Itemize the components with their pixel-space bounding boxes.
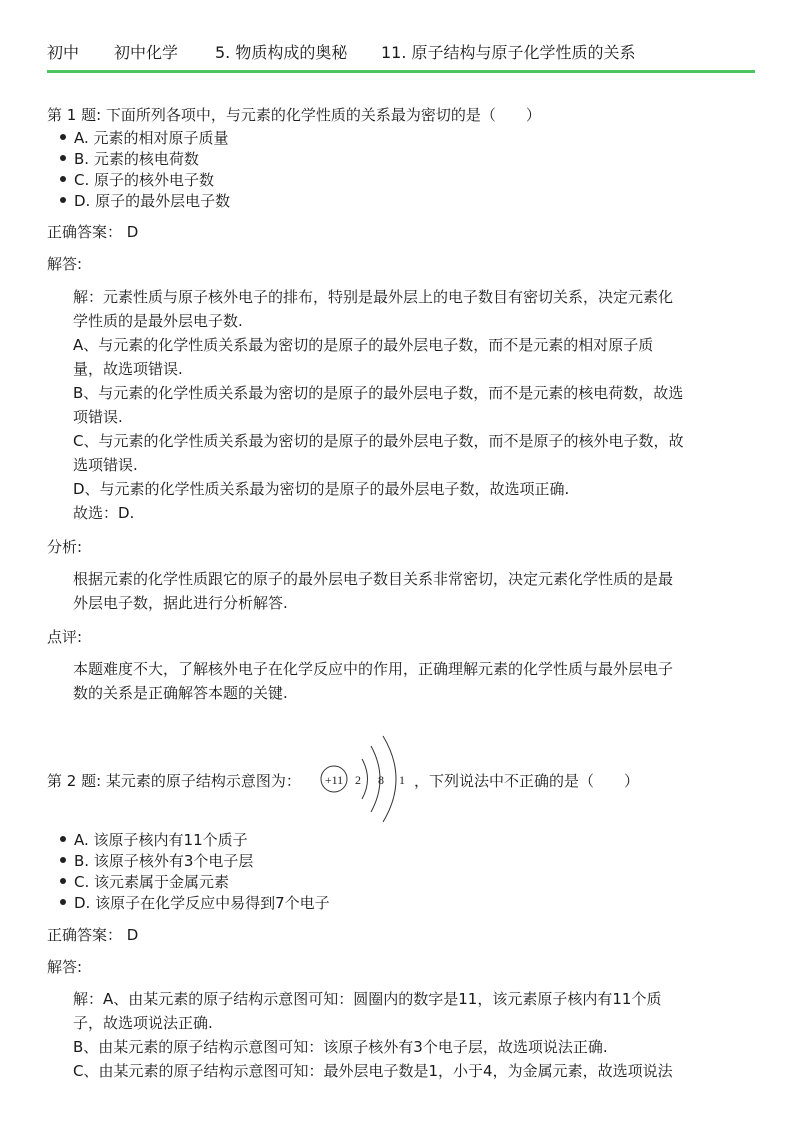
- q1-option-b: B. 元素的核电荷数: [74, 150, 199, 168]
- breadcrumb-level[interactable]: 初中: [47, 43, 80, 62]
- nucleus-charge: +11: [324, 773, 344, 787]
- q2-option-a: A. 该原子核内有11个质子: [74, 831, 248, 849]
- q1-comment-line: 本题难度不大，了解核外电子在化学反应中的作用，正确理解元素的化学性质与最外层电子: [73, 660, 674, 678]
- q1-option-c: C. 原子的核外电子数: [74, 171, 215, 189]
- q1-solution-line: B、与元素的化学性质关系最为密切的是原子的最外层电子数，而不是元素的核电荷数，故选: [73, 384, 684, 402]
- q1-solution-label: 解答:: [47, 255, 83, 273]
- q2-option-d: D. 该原子在化学反应中易得到7个电子: [74, 894, 330, 912]
- q1-analysis-line: 根据元素的化学性质跟它的原子的最外层电子数目关系非常密切，决定元素化学性质的是最: [73, 570, 674, 588]
- q2-solution-line: B、由某元素的原子结构示意图可知：该原子核外有3个电子层，故选项说法正确.: [73, 1038, 608, 1056]
- q1-solution-line: D、与元素的化学性质关系最为密切的是原子的最外层电子数，故选项正确.: [73, 480, 570, 498]
- q1-option-a: A. 元素的相对原子质量: [74, 129, 229, 147]
- breadcrumb-subject[interactable]: 初中化学: [114, 43, 179, 62]
- q2-solution-line: C、由某元素的原子结构示意图可知：最外层电子数是1，小于4，为金属元素，故选项说法: [73, 1062, 673, 1080]
- q2-answer-value: D: [126, 926, 139, 944]
- q1-answer-label: 正确答案：: [47, 223, 123, 241]
- q1-solution-line: 项错误.: [73, 408, 123, 426]
- q1-solution-line: 解：元素性质与原子核外电子的排布，特别是最外层上的电子数目有密切关系，决定元素化: [73, 288, 674, 306]
- breadcrumb: [47, 38, 755, 73]
- atom-structure-diagram: [318, 734, 418, 828]
- q2-solution-line: 解：A、由某元素的原子结构示意图可知：圆圈内的数字是11，该元素原子核内有11个质: [73, 990, 662, 1008]
- breadcrumb-chapter[interactable]: 5. 物质构成的奥秘: [215, 43, 348, 62]
- shell-arc-1: [362, 759, 368, 799]
- breadcrumb-section[interactable]: 11. 原子结构与原子化学性质的关系: [381, 43, 636, 62]
- q2-answer-label: 正确答案：: [47, 926, 123, 944]
- q2-option-b: B. 该原子核外有3个电子层: [74, 852, 254, 870]
- q1-analysis-line: 外层电子数，据此进行分析解答.: [73, 594, 288, 612]
- q2-stem-suffix: ，下列说法中不正确的是（ ）: [414, 772, 640, 790]
- q1-comment-line: 数的关系是正确解答本题的关键.: [73, 684, 288, 702]
- q1-answer-value: D: [126, 223, 139, 241]
- q2-solution-label: 解答:: [47, 958, 83, 976]
- q2-option-c: C. 该元素属于金属元素: [74, 873, 230, 891]
- q1-analysis-label: 分析:: [47, 538, 83, 556]
- q1-stem: 第 1 题: 下面所列各项中，与元素的化学性质的关系最为密切的是（ ）: [47, 106, 541, 124]
- shell-1-electrons: 2: [355, 773, 361, 787]
- q2-answer-row: [47, 924, 138, 945]
- q1-solution-line: A、与元素的化学性质关系最为密切的是原子的最外层电子数，而不是元素的相对原子质: [73, 336, 654, 354]
- shell-arc-3: [383, 736, 396, 822]
- shell-3-electrons: 1: [399, 773, 405, 787]
- q1-solution-line: 量，故选项错误.: [73, 360, 183, 378]
- q2-stem-prefix: 第 2 题: 某元素的原子结构示意图为：: [47, 772, 301, 790]
- q1-comment-label: 点评:: [47, 628, 83, 646]
- q1-solution-line: 学性质的是最外层电子数.: [73, 312, 243, 330]
- q1-answer-row: [47, 221, 138, 242]
- q2-solution-line: 子，故选项说法正确.: [73, 1014, 213, 1032]
- q1-solution-line: 故选：D.: [73, 504, 135, 522]
- q1-solution-line: C、与元素的化学性质关系最为密切的是原子的最外层电子数，而不是原子的核外电子数，故: [73, 432, 684, 450]
- q1-solution-line: 选项错误.: [73, 456, 138, 474]
- q1-option-d: D. 原子的最外层电子数: [74, 192, 231, 210]
- shell-2-electrons: 8: [378, 773, 384, 787]
